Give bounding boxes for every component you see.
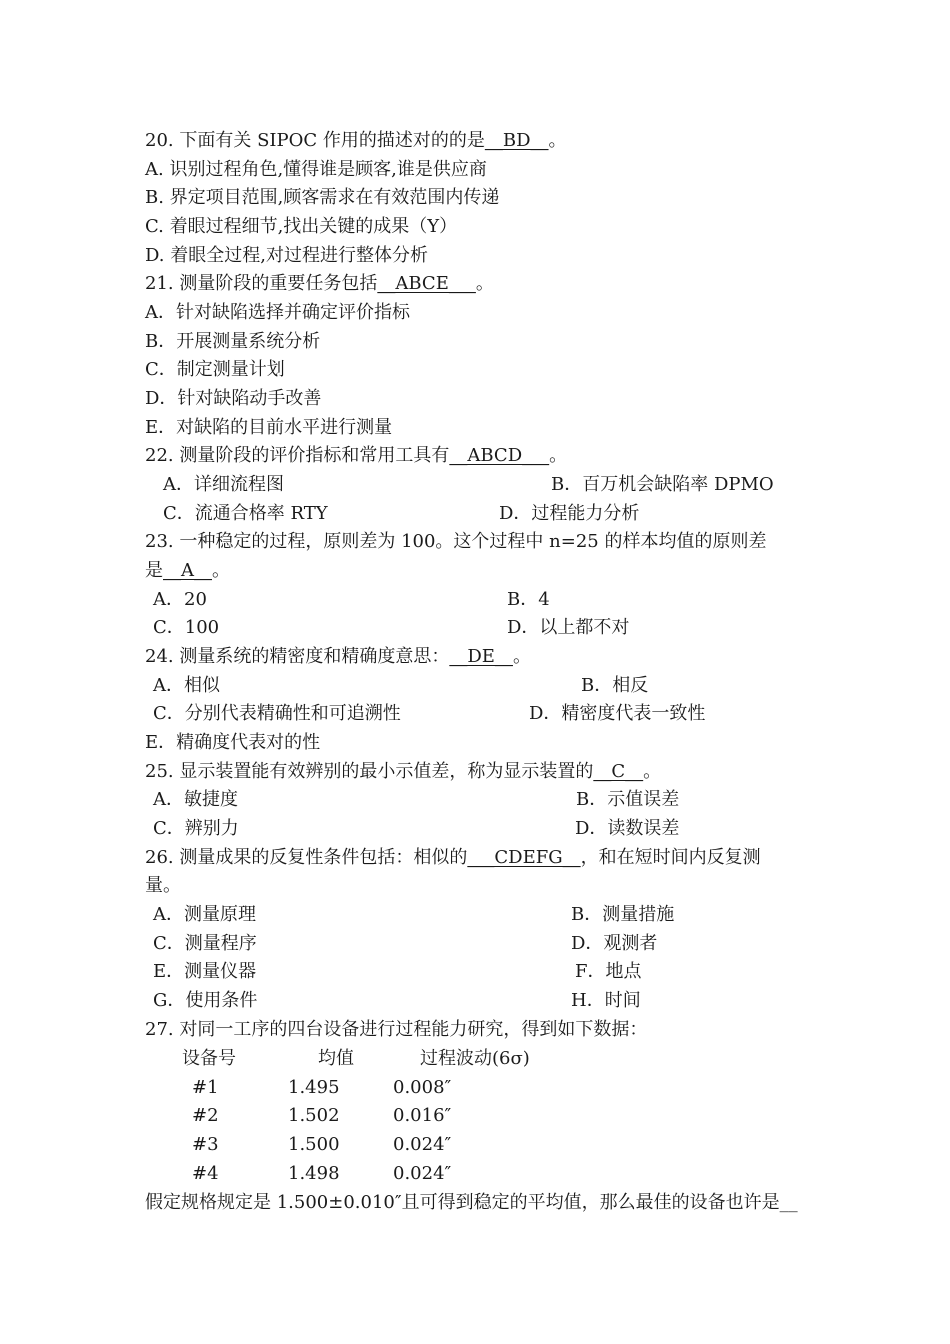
- table-header-equipment: 设备号: [182, 1048, 236, 1069]
- question-21-option-b: B．开展测量系统分析: [145, 331, 321, 352]
- question-punct: 。: [512, 646, 531, 667]
- question-text: 25. 显示装置能有效辨别的最小示值差，称为显示装置的: [145, 761, 594, 782]
- table-cell-mean: 1.498: [288, 1163, 340, 1184]
- question-21-stem: [145, 270, 494, 298]
- question-26-option-c: C．测量程序: [153, 933, 257, 954]
- question-22-option-a: A．详细流程图: [163, 474, 284, 495]
- question-24-option-a: A．相似: [153, 675, 220, 696]
- question-27-tail: 假定规格规定是 1.500±0.010″且可得到稳定的平均值，那么最佳的设备也许是__: [145, 1192, 798, 1213]
- question-26-option-d: D．观测者: [571, 933, 658, 954]
- question-23-option-c: C．100: [153, 617, 220, 638]
- question-punct: 。: [549, 445, 568, 466]
- question-26-option-b: B．测量措施: [571, 904, 675, 925]
- table-cell-equipment: #2: [192, 1105, 219, 1126]
- question-25-option-b: B．示值误差: [576, 789, 680, 810]
- question-text: 26. 测量成果的反复性条件包括：相似的: [145, 847, 468, 868]
- question-24-option-e: E．精确度代表对的性: [145, 732, 321, 753]
- question-22-stem: [145, 442, 567, 470]
- answer-blank: __ABCE___: [377, 273, 476, 294]
- question-text-tail: ，和在短时间内反复测: [580, 847, 761, 868]
- question-punct: 。: [643, 761, 662, 782]
- table-header-variation: 过程波动(6σ): [420, 1048, 530, 1069]
- answer-blank: __DE__: [449, 646, 513, 667]
- question-27-stem: 27. 对同一工序的四台设备进行过程能力研究，得到如下数据：: [145, 1019, 648, 1040]
- question-24-stem: [145, 643, 531, 671]
- question-26-stem-line1: [145, 844, 761, 872]
- question-22-option-c: C．流通合格率 RTY: [163, 503, 328, 524]
- question-21-option-c: C．制定测量计划: [145, 359, 285, 380]
- question-25-option-d: D．读数误差: [575, 818, 680, 839]
- question-text: 22. 测量阶段的评价指标和常用工具有: [145, 445, 450, 466]
- table-cell-variation: 0.024″: [393, 1163, 452, 1184]
- question-24-option-c: C．分别代表精确性和可追溯性: [153, 703, 401, 724]
- question-23-stem-line1: 23. 一种稳定的过程，原则差为 100。这个过程中 n=25 的样本均值的原则差: [145, 531, 767, 552]
- question-23-option-a: A．20: [153, 589, 207, 610]
- table-cell-variation: 0.016″: [393, 1105, 452, 1126]
- question-punct: 。: [548, 130, 567, 151]
- question-21-option-e: E．对缺陷的目前水平进行测量: [145, 417, 393, 438]
- table-cell-equipment: #4: [192, 1163, 219, 1184]
- question-25-option-c: C．辨别力: [153, 818, 239, 839]
- question-20-stem: [145, 127, 567, 155]
- answer-blank: __BD__: [484, 130, 549, 151]
- answer-blank: ___CDEFG__: [467, 847, 581, 868]
- question-22-option-b: B．百万机会缺陷率 DPMO: [551, 474, 774, 495]
- question-punct: 。: [212, 560, 230, 581]
- question-text: 21. 测量阶段的重要任务包括: [145, 273, 378, 294]
- table-cell-mean: 1.502: [288, 1105, 340, 1126]
- table-header-mean: 均值: [318, 1048, 354, 1069]
- question-26-option-f: F．地点: [575, 961, 642, 982]
- table-cell-mean: 1.500: [288, 1134, 340, 1155]
- question-25-option-a: A．敏捷度: [153, 789, 238, 810]
- table-cell-equipment: #3: [192, 1134, 219, 1155]
- question-20-option-b: B. 界定项目范围,顾客需求在有效范围内传递: [145, 187, 500, 208]
- table-cell-equipment: #1: [192, 1077, 219, 1098]
- question-text: 20. 下面有关 SIPOC 作用的描述对的的是: [145, 130, 485, 151]
- table-cell-variation: 0.024″: [393, 1134, 452, 1155]
- question-punct: 。: [475, 273, 494, 294]
- table-cell-mean: 1.495: [288, 1077, 340, 1098]
- question-21-option-d: D．针对缺陷动手改善: [145, 388, 322, 409]
- question-26-option-g: G．使用条件: [153, 990, 258, 1011]
- question-20-option-d: D. 着眼全过程,对过程进行整体分析: [145, 245, 428, 266]
- answer-blank: __ABCD___: [449, 445, 550, 466]
- question-26-stem-line2: 量。: [145, 875, 181, 896]
- question-26-option-a: A．测量原理: [153, 904, 256, 925]
- answer-blank: __C__: [593, 761, 644, 782]
- question-22-option-d: D．过程能力分析: [499, 503, 640, 524]
- question-25-stem: [145, 758, 661, 786]
- answer-blank: __A__: [163, 560, 212, 581]
- question-23-option-b: B．4: [507, 589, 550, 610]
- question-23-option-d: D．以上都不对: [507, 617, 630, 638]
- question-26-option-h: H．时间: [571, 990, 641, 1011]
- table-cell-variation: 0.008″: [393, 1077, 452, 1098]
- question-text: 24. 测量系统的精密度和精确度意思：: [145, 646, 450, 667]
- question-20-option-a: A. 识别过程角色,懂得谁是顾客,谁是供应商: [145, 159, 487, 180]
- question-23-stem-line2: [145, 557, 230, 585]
- question-24-option-b: B．相反: [581, 675, 649, 696]
- question-text: 是: [145, 560, 163, 581]
- question-20-option-c: C. 着眼过程细节,找出关键的成果（Y）: [145, 216, 458, 237]
- question-26-option-e: E．测量仪器: [153, 961, 257, 982]
- question-21-option-a: A．针对缺陷选择并确定评价指标: [145, 302, 410, 323]
- question-24-option-d: D．精密度代表一致性: [529, 703, 706, 724]
